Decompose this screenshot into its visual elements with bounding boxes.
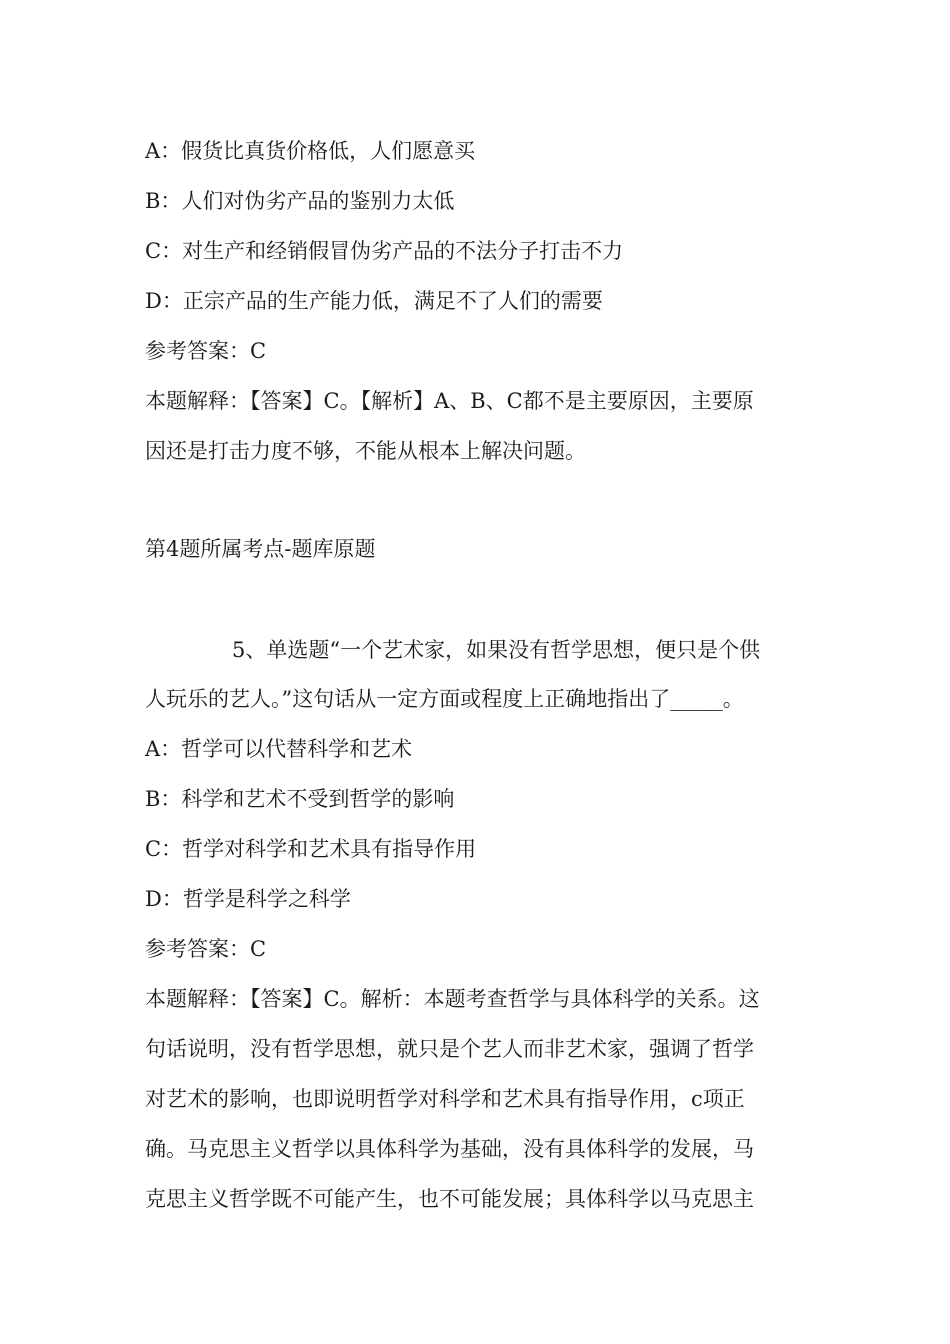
q5-explanation-line-3: 对艺术的影响，也即说明哲学对科学和艺术具有指导作用，c项正	[145, 1087, 745, 1111]
q5-option-a: A：哲学可以代替科学和艺术	[145, 737, 413, 761]
q3-explanation-line-2: 因还是打击力度不够，不能从根本上解决问题。	[145, 439, 586, 463]
q5-option-d: D：哲学是科学之科学	[145, 887, 351, 911]
q3-answer: 参考答案：C	[145, 339, 267, 363]
q4-category-heading: 第4题所属考点-题库原题	[145, 537, 376, 561]
q5-stem-line-1: 5、单选题“一个艺术家，如果没有哲学思想，便只是个供	[232, 638, 761, 662]
q3-explanation-line-1: 本题解释：【答案】C。【解析】A、B、C都不是主要原因，主要原	[145, 389, 754, 413]
q3-option-b: B：人们对伪劣产品的鉴别力太低	[145, 189, 455, 213]
q5-option-b: B：科学和艺术不受到哲学的影响	[145, 787, 455, 811]
q5-explanation-line-5: 克思主义哲学既不可能产生，也不可能发展；具体科学以马克思主	[145, 1187, 754, 1211]
q3-option-a: A：假货比真货价格低，人们愿意买	[145, 139, 476, 163]
q5-explanation-line-2: 句话说明，没有哲学思想，就只是个艺人而非艺术家，强调了哲学	[145, 1037, 754, 1061]
q5-explanation-line-1: 本题解释：【答案】C。解析：本题考查哲学与具体科学的关系。这	[145, 987, 760, 1011]
q3-option-d: D：正宗产品的生产能力低，满足不了人们的需要	[145, 289, 603, 313]
q5-explanation-line-4: 确。马克思主义哲学以具体科学为基础，没有具体科学的发展，马	[145, 1137, 754, 1161]
q5-option-c: C：哲学对科学和艺术具有指导作用	[145, 837, 477, 861]
q5-stem-line-2: 人玩乐的艺人。”这句话从一定方面或程度上正确地指出了_____。	[145, 687, 744, 711]
q5-answer: 参考答案：C	[145, 937, 267, 961]
q3-option-c: C：对生产和经销假冒伪劣产品的不法分子打击不力	[145, 239, 624, 263]
